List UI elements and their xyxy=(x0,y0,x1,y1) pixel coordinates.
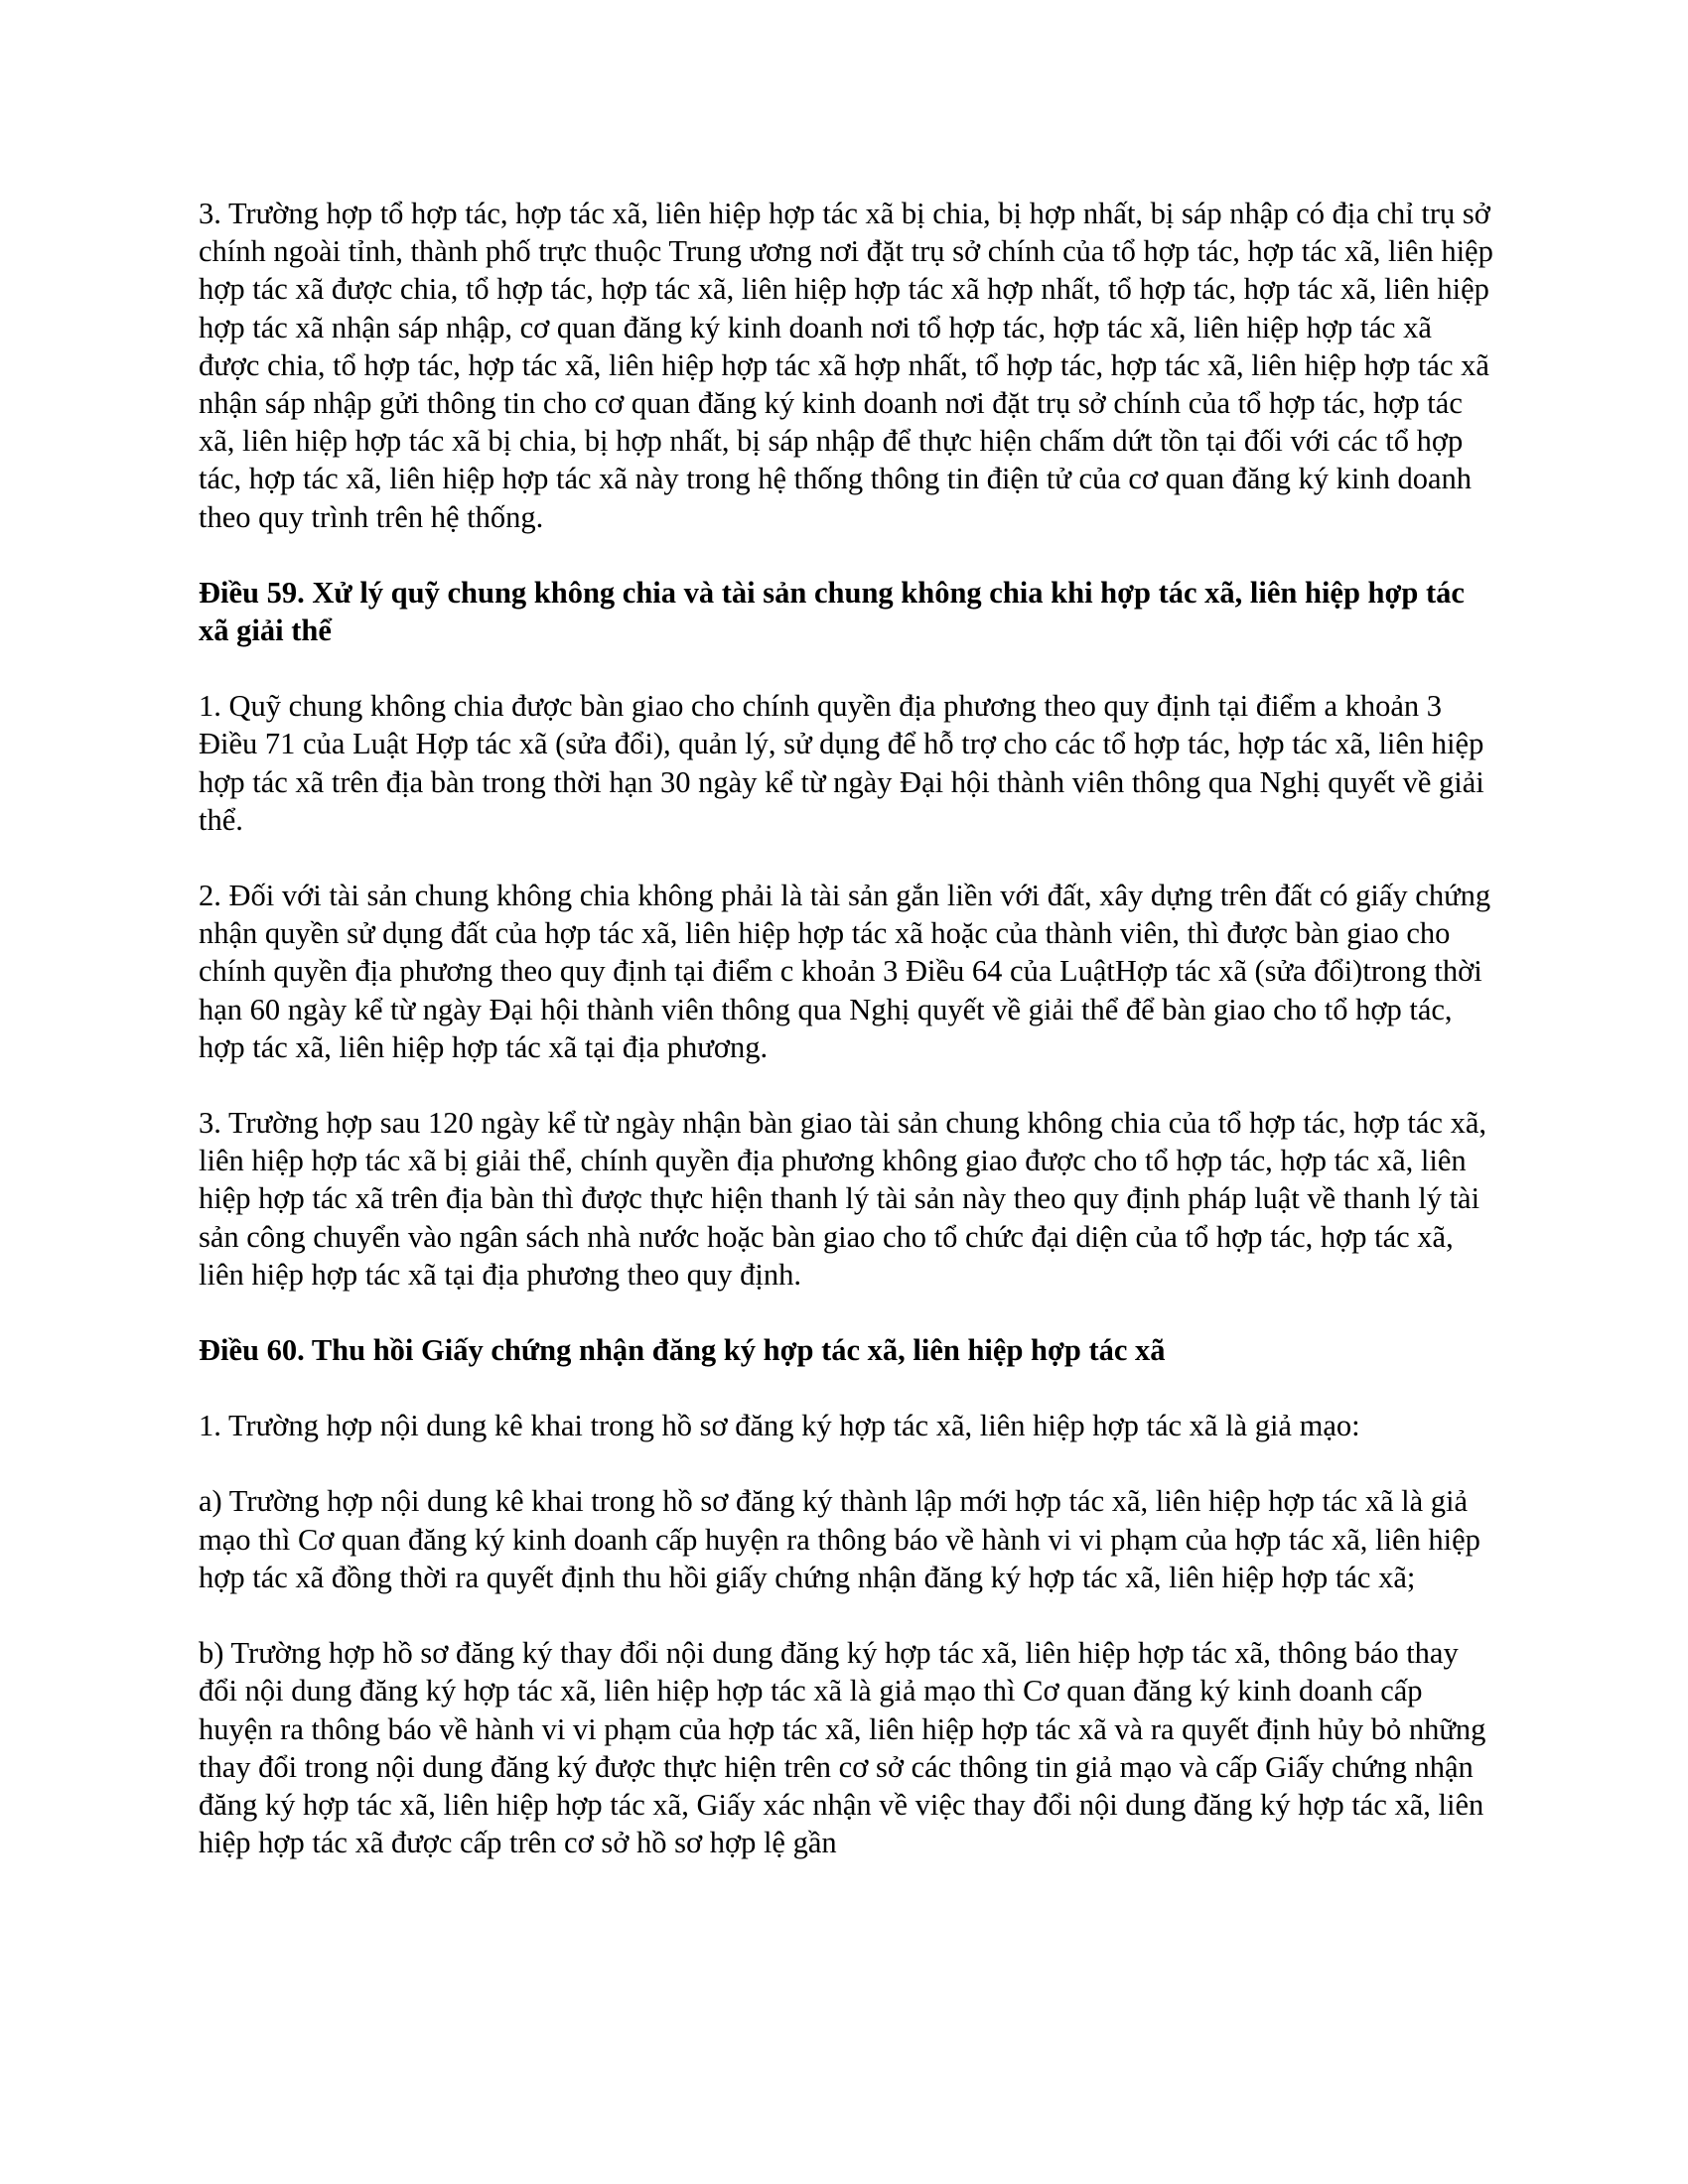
paragraph-article60-point-b: b) Trường hợp hồ sơ đăng ký thay đổi nội dung đăng ký hợp tác xã, liên hiệp hợp tác xã, thông báo thay đổi nội dung đăng ký hợp tác xã, liên hiệp hợp tác xã là giả mạo thì Cơ quan đăng ký kinh doanh cấp huyện ra thông báo về hành vi vi phạm của hợp tác xã, liên hiệp hợp tác xã và ra quyết định hủy bỏ những thay đổi trong nội dung đăng ký được thực hiện trên cơ sở các thông tin giả mạo và cấp Giấy chứng nhận đăng ký hợp tác xã, liên hiệp hợp tác xã, Giấy xác nhận về việc thay đổi nội dung đăng ký hợp tác xã, liên hiệp hợp tác xã được cấp trên cơ sở hồ sơ hợp lệ gần xyxy=(199,1636,1486,1860)
paragraph-article59-clause1: 1. Quỹ chung không chia được bàn giao cho chính quyền địa phương theo quy định tại điểm a khoản 3 Điều 71 của Luật Hợp tác xã (sửa đổi), quản lý, sử dụng để hỗ trợ cho các tổ hợp tác, hợp tác xã, liên hiệp hợp tác xã trên địa bàn trong thời hạn 30 ngày kể từ ngày Đại hội thành viên thông qua Nghị quyết về giải thể. xyxy=(199,689,1484,837)
paragraph-article59-clause2: 2. Đối với tài sản chung không chia không phải là tài sản gắn liền với đất, xây dựng trên đất có giấy chứng nhận quyền sử dụng đất của hợp tác xã, liên hiệp hợp tác xã hoặc của thành viên, thì được bàn giao cho chính quyền địa phương theo quy định tại điểm c khoản 3 Điều 64 của LuậtHợp tác xã (sửa đổi)trong thời hạn 60 ngày kể từ ngày Đại hội thành viên thông qua Nghị quyết về giải thể để bàn giao cho tổ hợp tác, hợp tác xã, liên hiệp hợp tác xã tại địa phương. xyxy=(199,879,1491,1064)
article-60-heading: Điều 60. Thu hồi Giấy chứng nhận đăng ký hợp tác xã, liên hiệp hợp tác xã xyxy=(199,1333,1166,1368)
paragraph-article60-clause1: 1. Trường hợp nội dung kê khai trong hồ sơ đăng ký hợp tác xã, liên hiệp hợp tác xã là giả mạo: xyxy=(199,1409,1360,1443)
paragraph-article60-point-a: a) Trường hợp nội dung kê khai trong hồ sơ đăng ký thành lập mới hợp tác xã, liên hiệp hợp tác xã là giả mạo thì Cơ quan đăng ký kinh doanh cấp huyện ra thông báo về hành vi vi phạm của hợp tác xã, liên hiệp hợp tác xã đồng thời ra quyết định thu hồi giấy chứng nhận đăng ký hợp tác xã, liên hiệp hợp tác xã; xyxy=(199,1484,1480,1594)
paragraph-article59-clause3: 3. Trường hợp sau 120 ngày kể từ ngày nhận bàn giao tài sản chung không chia của tổ hợp tác, hợp tác xã, liên hiệp hợp tác xã bị giải thể, chính quyền địa phương không giao được cho tổ hợp tác, hợp tác xã, liên hiệp hợp tác xã trên địa bàn thì được thực hiện thanh lý tài sản này theo quy định pháp luật về thanh lý tài sản công chuyển vào ngân sách nhà nước hoặc bàn giao cho tổ chức đại diện của tổ hợp tác, hợp tác xã, liên hiệp hợp tác xã tại địa phương theo quy định. xyxy=(199,1106,1486,1292)
article-59-heading: Điều 59. Xử lý quỹ chung không chia và tài sản chung không chia khi hợp tác xã, liên hiệp hợp tác xã giải thể xyxy=(199,575,1465,648)
document-page xyxy=(199,195,1495,1861)
paragraph-article58-clause3: 3. Trường hợp tổ hợp tác, hợp tác xã, liên hiệp hợp tác xã bị chia, bị hợp nhất, bị sáp nhập có địa chỉ trụ sở chính ngoài tỉnh, thành phố trực thuộc Trung ương nơi đặt trụ sở chính của tổ hợp tác, hợp tác xã, liên hiệp hợp tác xã được chia, tổ hợp tác, hợp tác xã, liên hiệp hợp tác xã hợp nhất, tổ hợp tác, hợp tác xã, liên hiệp hợp tác xã nhận sáp nhập, cơ quan đăng ký kinh doanh nơi tổ hợp tác, hợp tác xã, liên hiệp hợp tác xã được chia, tổ hợp tác, hợp tác xã, liên hiệp hợp tác xã hợp nhất, tổ hợp tác, hợp tác xã, liên hiệp hợp tác xã nhận sáp nhập gửi thông tin cho cơ quan đăng ký kinh doanh nơi đặt trụ sở chính của tổ hợp tác, hợp tác xã, liên hiệp hợp tác xã bị chia, bị hợp nhất, bị sáp nhập để thực hiện chấm dứt tồn tại đối với các tổ hợp tác, hợp tác xã, liên hiệp hợp tác xã này trong hệ thống thông tin điện tử của cơ quan đăng ký kinh doanh theo quy trình trên hệ thống. xyxy=(199,197,1493,534)
